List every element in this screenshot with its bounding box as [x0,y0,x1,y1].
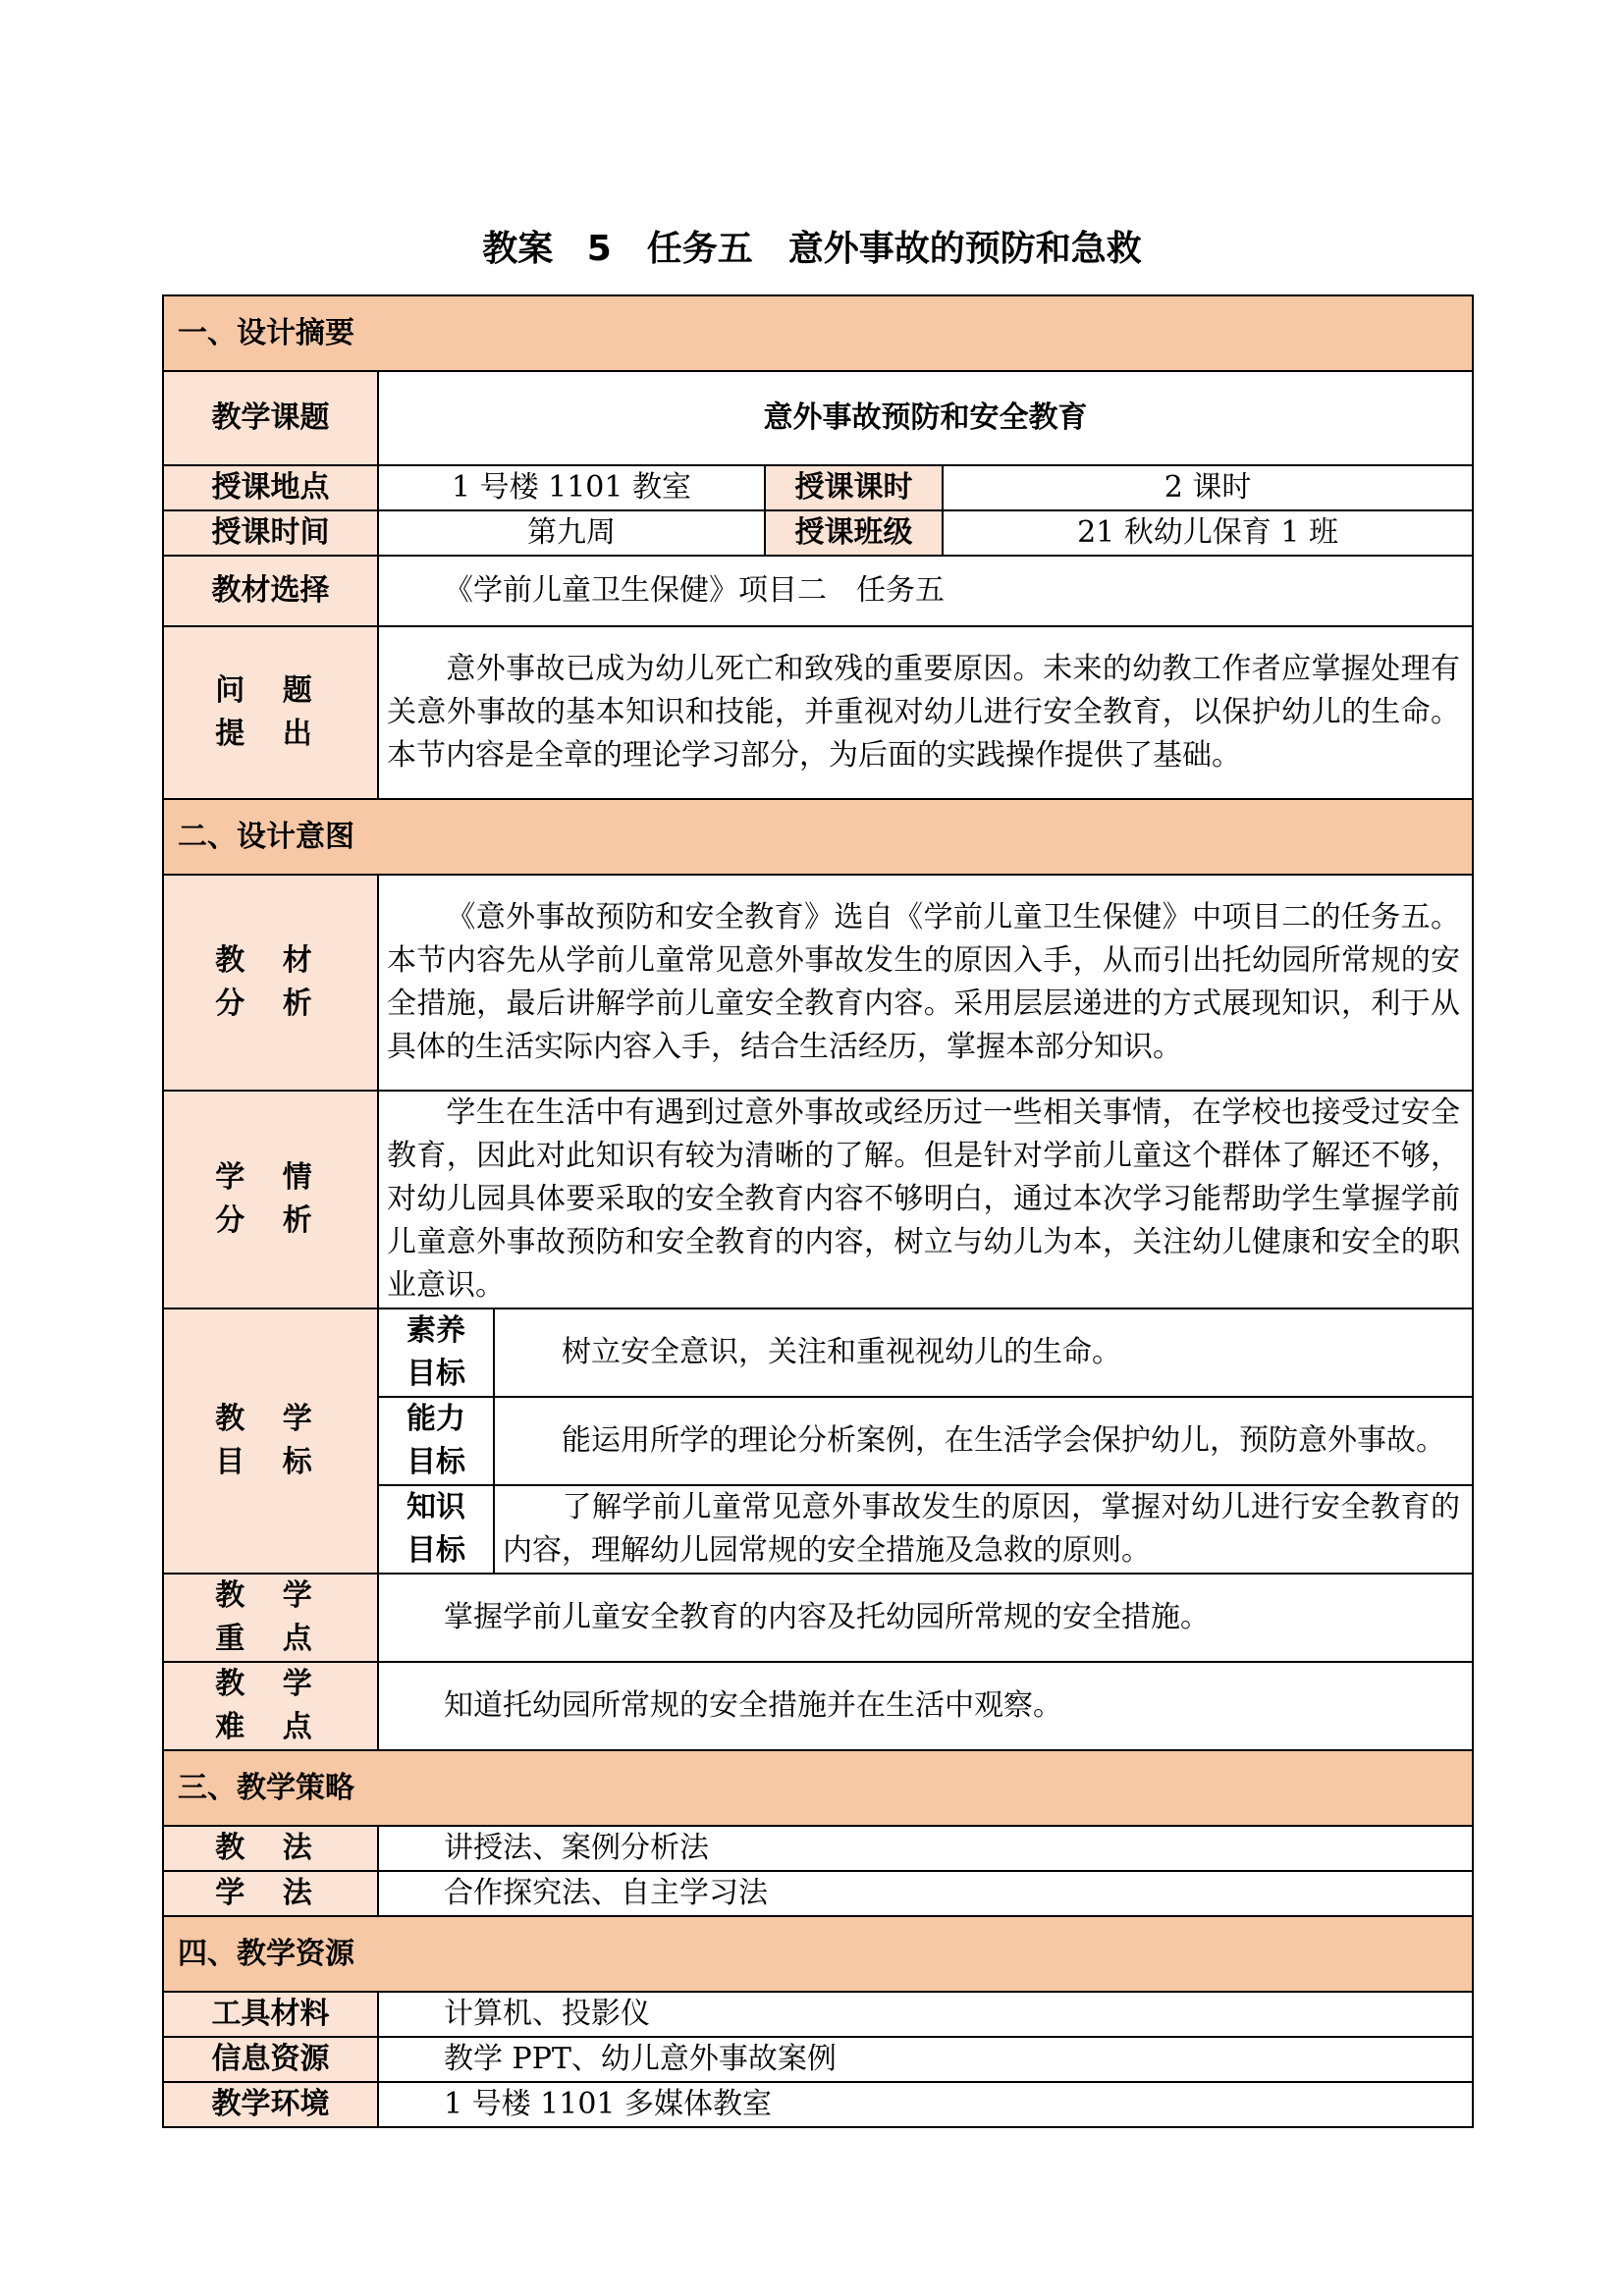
place-value: 1 号楼 1101 教室 [378,465,765,510]
goal-literacy-label [378,1308,494,1397]
goal-ability-label [378,1397,494,1485]
lesson-plan-table [162,294,1474,2128]
info-value: 教学 PPT、幼儿意外事故案例 [378,2037,1473,2082]
textbook-label-line-1: 教 材 [215,943,326,978]
section-header-intent: 二、设计意图 [163,799,1473,875]
goal-knowledge-label-2: 目标 [406,1533,465,1568]
goal-label-line-1: 教 学 [215,1402,326,1436]
goal-knowledge-label-1: 知识 [406,1490,465,1524]
goal-literacy-text [494,1308,1473,1397]
topic-label: 教学课题 [163,371,378,465]
class-label: 授课班级 [765,510,943,556]
problem-text [378,626,1473,799]
teaching-method-label: 教 法 [163,1826,378,1871]
goal-ability-label-1: 能力 [406,1402,465,1436]
environment-label: 教学环境 [163,2082,378,2127]
goal-ability-content: 能运用所学的理论分析案例，在生活学会保护幼儿，预防意外事故。 [562,1423,1445,1458]
material-value: 《学前儿童卫生保健》项目二 任务五 [378,556,1473,626]
problem-label [163,626,378,799]
class-value: 21 秋幼儿保育 1 班 [943,510,1473,556]
key-label-line-2: 重 点 [215,1622,326,1656]
student-analysis-content: 学生在生活中有遇到过意外事故或经历过一些相关事情，在学校也接受过安全教育，因此对此知识有较为清晰的了解。但是针对学前儿童这个群体了解还不够，对幼儿园具体要采取的安全教育内容不够明白，通过本次学习能帮助学生掌握学前儿童意外事故预防和安全教育的内容，树立与幼儿为本，关注幼儿健康和安全的职业意识。 [387,1095,1461,1303]
topic-value: 意外事故预防和安全教育 [378,371,1473,465]
info-label: 信息资源 [163,2037,378,2082]
difficulty-label [163,1662,378,1750]
goal-literacy-label-2: 目标 [406,1357,465,1391]
hours-value: 2 课时 [943,465,1473,510]
textbook-label-line-2: 分 析 [215,987,326,1021]
student-label-line-1: 学 情 [215,1160,326,1195]
textbook-analysis-content: 《意外事故预防和安全教育》选自《学前儿童卫生保健》中项目二的任务五。本节内容先从学前儿童常见意外事故发生的原因入手，从而引出托幼园所常规的安全措施，最后讲解学前儿童安全教育内容。采用层层递进的方式展现知识，利于从具体的生活实际内容入手，结合生活经历，掌握本部分知识。 [387,900,1461,1064]
page-title: 教案 5 任务五 意外事故的预防和急救 [482,229,1142,269]
diff-label-line-2: 难 点 [215,1710,326,1744]
student-analysis-label [163,1091,378,1308]
section-header-strategy: 三、教学策略 [163,1750,1473,1826]
place-label: 授课地点 [163,465,378,510]
goal-knowledge-label [378,1485,494,1574]
section-header-resources: 四、教学资源 [163,1916,1473,1992]
material-label: 教材选择 [163,556,378,626]
time-label: 授课时间 [163,510,378,556]
key-point-label [163,1574,378,1662]
problem-label-line-2: 提 出 [215,717,326,751]
environment-value: 1 号楼 1101 多媒体教室 [378,2082,1473,2127]
goal-knowledge-text [494,1485,1473,1574]
tools-label: 工具材料 [163,1992,378,2037]
teaching-method-value: 讲授法、案例分析法 [378,1826,1473,1871]
goal-knowledge-content: 了解学前儿童常见意外事故发生的原因，掌握对幼儿进行安全教育的内容，理解幼儿园常规的安全措施及急救的原则。 [503,1490,1461,1568]
tools-value: 计算机、投影仪 [378,1992,1473,2037]
difficulty-text: 知道托幼园所常规的安全措施并在生活中观察。 [378,1662,1473,1750]
goal-ability-text [494,1397,1473,1485]
student-analysis-text [378,1091,1473,1308]
problem-label-line-1: 问 题 [215,673,326,708]
textbook-analysis-label [163,875,378,1091]
section-header-summary: 一、设计摘要 [163,295,1473,371]
goal-literacy-label-1: 素养 [406,1313,465,1348]
goal-label-line-2: 目 标 [215,1445,326,1479]
problem-text-content: 意外事故已成为幼儿死亡和致残的重要原因。未来的幼教工作者应掌握处理有关意外事故的基本知识和技能，并重视对幼儿进行安全教育，以保护幼儿的生命。本节内容是全章的理论学习部分，为后面的实践操作提供了基础。 [387,652,1461,773]
teaching-goals-label [163,1308,378,1574]
student-label-line-2: 分 析 [215,1203,326,1238]
diff-label-line-1: 教 学 [215,1667,326,1701]
textbook-analysis-text [378,875,1473,1091]
goal-ability-label-2: 目标 [406,1445,465,1479]
learning-method-value: 合作探究法、自主学习法 [378,1871,1473,1916]
key-label-line-1: 教 学 [215,1578,326,1613]
hours-label: 授课课时 [765,465,943,510]
learning-method-label: 学 法 [163,1871,378,1916]
time-value: 第九周 [378,510,765,556]
goal-literacy-content: 树立安全意识，关注和重视视幼儿的生命。 [562,1335,1121,1369]
key-point-text: 掌握学前儿童安全教育的内容及托幼园所常规的安全措施。 [378,1574,1473,1662]
